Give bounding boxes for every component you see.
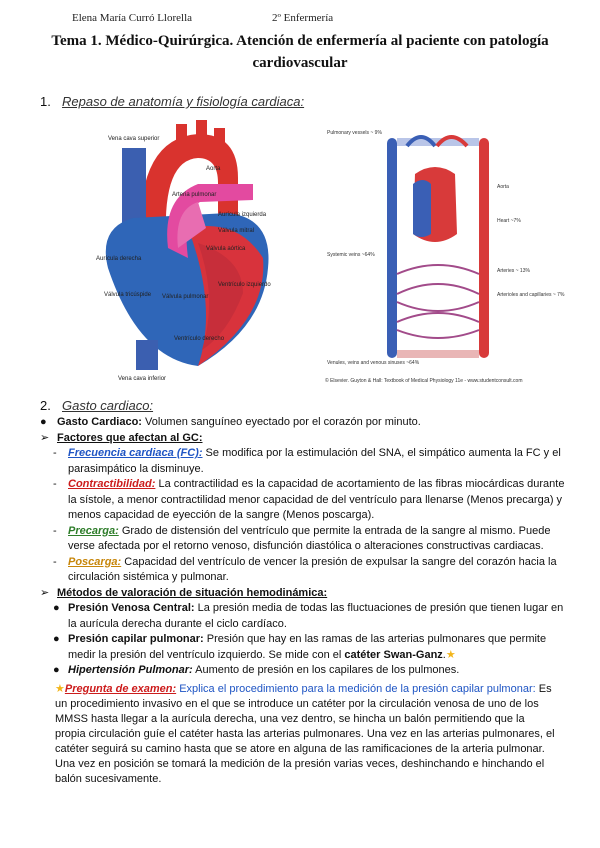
exam-question: Explica el procedimiento para la medición de la presión capilar pulmonar: [176, 683, 536, 695]
gc-label: Gasto Cardiaco: [57, 416, 142, 428]
dash-bullet: - [53, 524, 57, 537]
pvc-text: La presión media de todas las fluctuaciones de presión que tienen lugar en la aurícula derecha durante el ciclo cardíaco. [68, 602, 564, 630]
gc-text: Volumen sanguíneo eyectado por el corazón por minuto. [141, 416, 421, 428]
circulation-caption: © Elsevier. Guyton & Hall: Textbook of Medical Physiology 11e - www.studentconsult.com [325, 378, 523, 384]
label-venules: Venules, veins and venous sinuses ~64% [327, 360, 420, 366]
fc-item [40, 446, 574, 477]
exam-label: Pregunta de examen: [64, 683, 177, 695]
label-arterioles: Arterioles and capillaries ~ 7% [497, 292, 565, 298]
precarga-label: Precarga: [68, 524, 119, 537]
circulation-diagram [325, 124, 575, 386]
label-aorta: Aorta [206, 166, 221, 172]
metodos-item [40, 586, 574, 602]
label-ventriculo-der: Ventrículo derecho [174, 336, 225, 342]
poscarga-item [40, 555, 574, 586]
label-vcs: Vena cava superior [108, 136, 160, 142]
bullet-dot: ● [53, 664, 60, 676]
section-1-heading [40, 94, 304, 109]
pcp-item [40, 632, 574, 663]
fc-label: Frecuencia cardiaca (FC): [68, 447, 203, 459]
pcp-label: Presión capilar pulmonar: [68, 633, 204, 645]
label-valvula-aortica: Válvula aórtica [206, 246, 246, 252]
star-icon: ★ [445, 648, 456, 661]
arrow-bullet: ➢ [40, 431, 50, 444]
label-ventriculo-izq: Ventrículo izquierdo [218, 282, 271, 288]
label-auricula-der: Aurícula derecha [96, 256, 142, 262]
label-arteries: Arteries ~ 13% [497, 268, 530, 274]
bullet-dot: ● [40, 416, 47, 428]
section-1-title: Repaso de anatomía y fisiología cardiaca: [62, 94, 305, 109]
fc-text: Se modifica por la estimulación del SNA, el simpático aumenta la FC y el parasimpático la disminuye. [68, 447, 561, 475]
section-2-number: 2. [40, 398, 51, 413]
dash-bullet: - [53, 447, 57, 459]
label-systemic-veins: Systemic veins ~64% [327, 252, 375, 258]
heart-diagram [78, 118, 288, 384]
poscarga-label: Poscarga: [68, 555, 122, 568]
pcp-bold: catéter Swan-Ganz [344, 648, 443, 661]
section-2-body [40, 415, 574, 679]
section-2-title: Gasto cardiaco: [62, 398, 154, 413]
label-arteria-pulmonar: Arteria pulmonar [172, 192, 217, 198]
label-heart-pct: Heart ~7% [497, 218, 521, 224]
star-icon: ★ [55, 683, 65, 695]
pvc-item [40, 601, 574, 632]
arrow-bullet: ➢ [40, 586, 50, 599]
label-valvula-pulmonar: Válvula pulmonar [162, 294, 209, 300]
section-1-number: 1. [40, 94, 51, 109]
pcp-end: . [442, 648, 446, 661]
precarga-text: Grado de distensión del ventrículo que permite la entrada de la sangre al mismo. Puede verse afectada por el retorno venoso, disfunción diastólica o alteraciones constructivas cardiacas. [68, 524, 551, 552]
author-name: Elena María Curró Llorella [72, 12, 193, 24]
metodos-title: Métodos de valoración de situación hemodinámica: [57, 586, 328, 599]
hp-label: Hipertensión Pulmonar: [68, 664, 193, 676]
dash-bullet: - [53, 478, 57, 490]
section-2-heading [40, 398, 153, 413]
factores-title: Factores que afectan al GC: [57, 431, 203, 444]
dash-bullet: - [53, 555, 57, 568]
precarga-item [40, 524, 574, 555]
pvc-label: Presión Venosa Central: [68, 602, 195, 614]
label-aorta-circ: Aorta [497, 184, 509, 190]
poscarga-text: Capacidad del ventrículo de vencer la presión de expulsar la sangre del corazón hacia la circulación sistémica y pulmonar. [68, 555, 557, 583]
bullet-dot: ● [53, 633, 60, 645]
contract-item [40, 477, 574, 524]
exam-answer: Es un procedimiento invasivo en el que se introduce un catéter por la circulación venosa de uno de los MMSS hasta llegar a la aurícula derecha, una vez dentro, se hincha un balón permitiendo que la propia circulación guíe el catéter hasta las arterias pulmonares. Una vez en las arterias pulmonares, el catéter seguirá su camino hasta que se atore en alguna de las ramificaciones de la arteria pulmonar. Una vez en posición se tomará la medición de la presión varias veces, deshinchando e hinchando el balón sucesivamente. [55, 683, 555, 785]
label-valvula-mitral: Válvula mitral [218, 228, 255, 234]
factores-item [40, 431, 574, 447]
label-auricula-izq: Aurícula izquierda [218, 212, 267, 218]
page-title: Tema 1. Médico-Quirúrgica. Atención de enfermería al paciente con patología cardiovascular [51, 33, 549, 71]
contract-label: Contractibilidad: [68, 478, 156, 490]
hp-text: Aumento de presión en los capilares de los pulmones. [192, 664, 460, 676]
bullet-dot: ● [53, 602, 60, 614]
pcp-text: Presión que hay en las ramas de las arterias pulmonares que permite medir la presión del ventrículo izquierdo. Se mide con el [68, 633, 547, 661]
label-vci: Vena cava inferior [118, 376, 167, 382]
gc-item [40, 415, 574, 431]
exam-question-block [55, 682, 555, 787]
label-valvula-tricuspide: Válvula tricúspide [104, 292, 152, 298]
course-name: 2º Enfermería [272, 12, 334, 24]
label-pulmonary: Pulmonary vessels ~ 9% [327, 130, 382, 136]
hp-item [40, 663, 574, 679]
contract-text: La contractilidad es la capacidad de acortamiento de las fibras miocárdicas durante la sístole, a menor contractilidad menor capacidad de del ventrículo para llenarse (Menos precarga) y menos capacidad de eyección de la sangre (Menos poscarga). [68, 478, 565, 521]
